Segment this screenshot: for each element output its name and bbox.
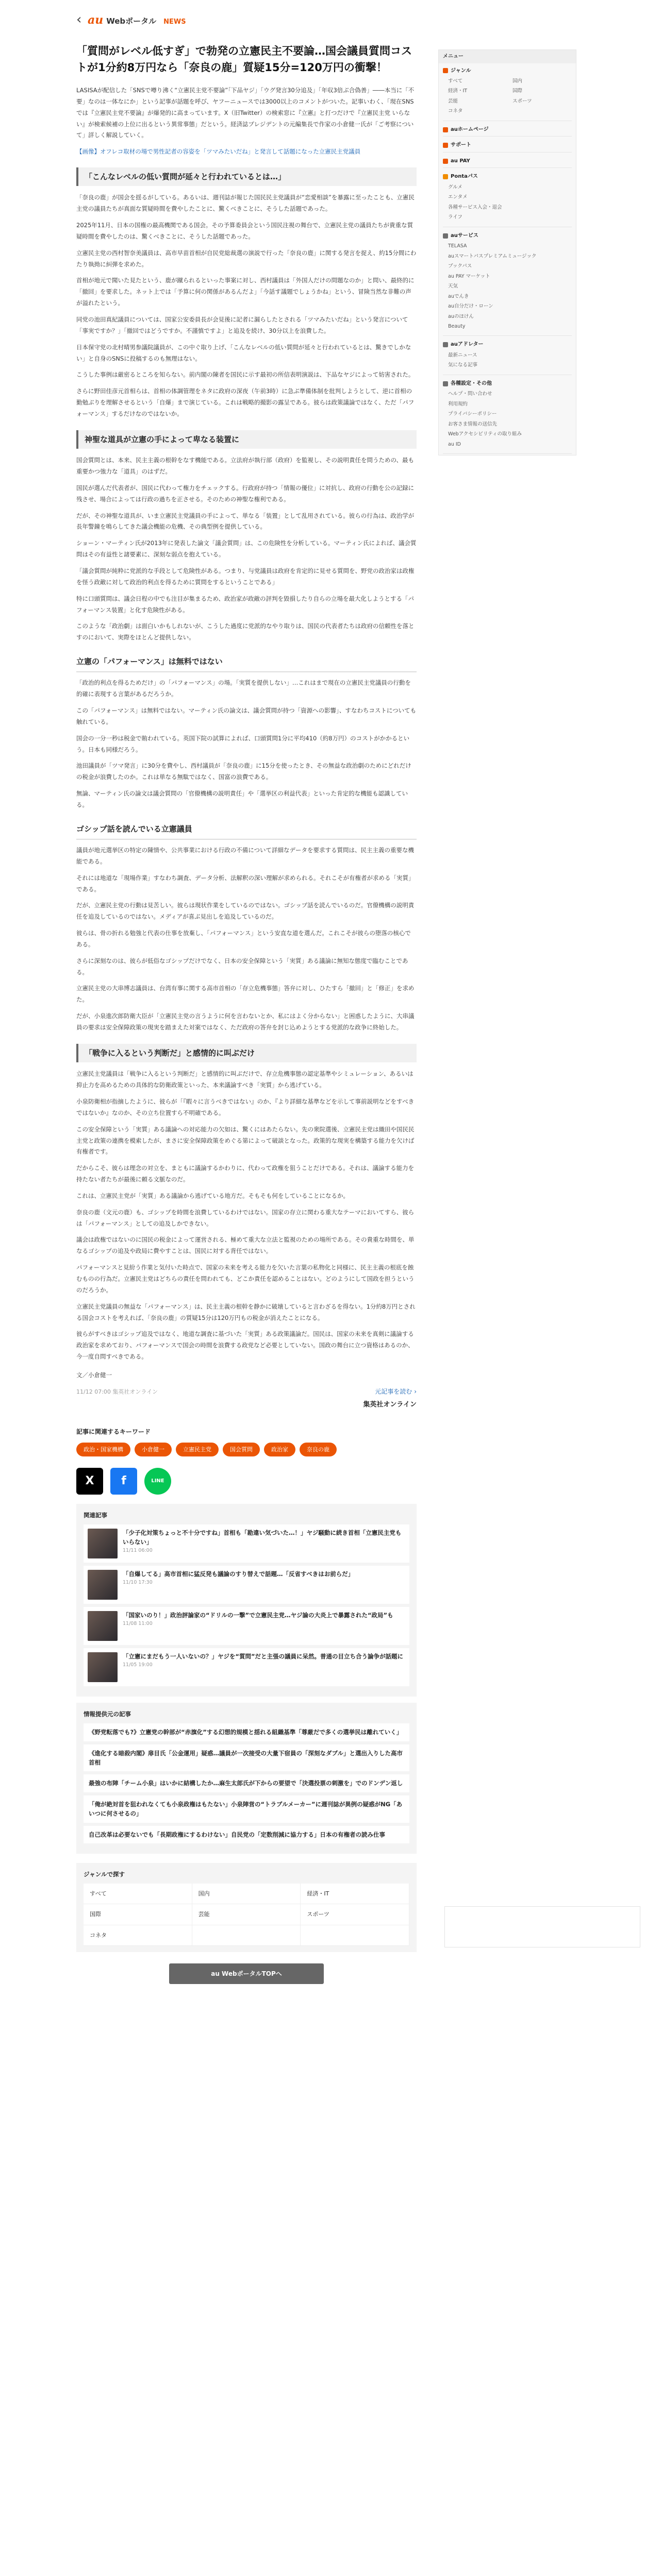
keywords-list [76,1443,417,1456]
article-intro [76,85,417,141]
related-thumbnail [88,1529,118,1558]
sidebar-item[interactable]: ブックパス [448,263,472,269]
source-articles-title: 情報提供元の記事 [84,1710,131,1718]
share-facebook-button[interactable]: f [110,1468,137,1495]
sidebar-item[interactable]: au自分だけ・ローン [448,303,493,310]
sidebar-item[interactable]: すべて [448,78,463,84]
related-article-title: 「立憲にまだもう一人いないの？」ヤジを“質問”だと主張の議員に呆然。普通の目立ち合う論争が話題に [123,1653,403,1660]
body-paragraph: 小泉防衛相が指摘したように、彼らが「『暇々に言うべきではない』のか、『より詳細な基準などを示して事前説明などをすべきではないか』なのか、その立ち位置すら不明確である。 [76,1098,415,1116]
body-paragraph: 奈良の鹿（文元の鹿）も、ゴシップを時間を浪費しているわけではない。国家の存立に関わる重大なテーマにおいてすら、彼らは「パフォーマンス」としての追及しかできない。 [76,1208,415,1227]
article-body [76,167,417,1363]
body-paragraph: 議員が地元選挙区の特定の陳情や、公共事業における行政の不備について詳細なデータを要求する質問は、民主主義の重要な機能である。 [76,846,415,865]
body-paragraph: 日本保守党の北村晴男参議院議員が、この中ぐ取り上げ、「こんなレベルの低い質問が延々と行われているとは、驚きでしかない」と自身のSNSに投稿するのも無理はない。 [76,343,411,362]
body-paragraph: こうした事例は厳密るところを知らない。前内閣の陳者を国民に示す最初の所信表明演説は、下品なヤジによって妨害された。 [76,371,415,379]
sidebar-group-label: ジャンル [451,67,471,74]
sidebar-group-label: 各種設定・その他 [451,380,492,386]
sidebar-group-icon [443,127,448,132]
intro-paragraph: LASISAが配信した「SNSで噂り沸く“立憲民主党不要論”「下品ヤジ」「ウグ発言30分追及」「年収3倍ぶ合偽善」――本当に「不要」なのは一体なにか」という記事が話題を呼び、ヤフーニュースでは3000以上のコメントがついた。記事いわく、「現在SNSでは『立憲民主党不要論』が爆発的に高まっています。X（旧Twitter）の検索窓に『立憲』と打つだけで『立憲民主党 いらない』が検索候補の上位に出るという異常事態」だという。経済誌プレジデントの元編集長で作家の小倉健一氏が「ご考察について」詳しく解説していく。 [76,87,415,139]
genre-link[interactable]: 国内 [192,1884,301,1904]
body-paragraph: 国会の一分一秒は税金で賄われている。英国下院の試算によれば、口頭質問1分に平均410（約8万円）のコストがかかるという。日本も同様だろう。 [76,734,410,753]
section-heading: 立憲の「パフォーマンス」は無料ではない [76,653,417,672]
related-articles [76,1504,417,1697]
logo-news: NEWS [163,18,186,26]
sidebar-item[interactable]: au PAY マーケット [448,273,490,279]
sidebar-group-items [439,241,576,334]
genre-title: ジャンルで探す [84,1870,125,1878]
related-thumbnail [88,1652,118,1682]
meta-row [76,1386,417,1397]
related-article-item[interactable] [84,1648,409,1686]
genre-box [76,1863,417,1952]
sidebar-item[interactable]: 各種サービス入会・退会 [448,204,502,210]
source-article-item[interactable]: 《進化する暗殺内閣》扉目氏「公金運用」疑惑…議員が一次接受の大量下宿員の「深刻なダブル」と選出入りした高市首相 [84,1744,409,1772]
related-article-date: 11/05 19:00 [123,1662,153,1668]
body-paragraph: 議会は政権ではないのに国民の税金によって運営される、極めて重大な立法と監視のための場所である。その貴重な時間を、単なるゴシップの追及や政局に費やすことは、国民に対する背任ではない。 [76,1236,415,1255]
sidebar-item[interactable]: コネタ [448,108,463,114]
sidebar-group-label: サポート [451,142,471,148]
sidebar-group-items [439,182,576,226]
site-header [0,0,662,39]
related-article-item[interactable] [84,1524,409,1563]
keyword-tag[interactable]: 国会質問 [223,1443,260,1456]
keyword-tag[interactable]: 政治・国家機構 [76,1443,130,1456]
body-paragraph: 彼らは、骨の折れる勉強と代表の仕事を放棄し、「パフォーマンス」という安直な道を選んだ。これこそが彼らの堕落の核心である。 [76,929,411,948]
sidebar-divider [443,167,572,168]
sidebar-item[interactable]: 経済・IT [448,88,468,94]
sidebar-group-icon [443,143,448,148]
publish-date: 11/12 07:00 集英社オンライン [76,1388,158,1395]
sidebar-group-head[interactable] [439,228,576,242]
related-article-title: 「少子化対策ちょっと不十分ですね」首相も「勘違い気づいた…！」ヤジ騒動に続き首相「立憲民主党もいらない」 [123,1529,402,1546]
sidebar-divider [443,335,572,336]
body-paragraph: 首相が地元で聞いた見たという、鹿が蹴られるといった事案に対し、西村議員は「外国人だけの問題なのか」と問い、最終的に「撤回」を要求した。ネット上では「予算に何の関係があるんだよ」「今話す議題でしょうかね」という、冒険当然な非難の声が溢れたという。 [76,277,415,307]
related-title: 関連記事 [84,1512,107,1519]
related-thumbnail [88,1570,118,1600]
body-paragraph: パフォーマンスと見紛う作業と気付いた時点で、国家の未来を考える能力を欠いた言葉の私物化と同様に、民主主義の根底を蝕むものの行為だ。立憲民主党はどちらの責任を問われても、どこか責任を認めることはない。どのようにして国政を担うというのだろうか。 [76,1264,415,1294]
genre-link [192,1925,301,1946]
related-thumbnail [88,1611,118,1641]
related-article-text [123,1652,403,1682]
related-article-date: 11/10 17:30 [123,1579,153,1585]
sidebar-group-items [439,389,576,452]
sidebar-group-icon [443,381,448,386]
body-paragraph: 同党の池田真紀議員については、国家公安委員長が会見後に記者に漏らしたとされる「ツマみたいだね」という発言について「事実ですか？」「撤回ではどうですか。不謹慎ですよ」と追及を続け、30分以上を浪費した。 [76,316,408,334]
sidebar-item[interactable]: エンタメ [448,194,468,200]
section-heading: 「こんなレベルの低い質問が延々と行われているとは…」 [76,167,417,187]
body-paragraph: この安全保障という「実質」ある議論への対応能力の欠如は、驚くにはあたらない。先の衆院選後、立憲民主党は織田や国民民主党と政策の連携を模索したが、まさに安全保障政策をめぐる第によって破談となった。政策的な現実を構築する能力を欠けば有権者です。 [76,1125,415,1156]
related-article-date: 11/08 11:00 [123,1620,153,1626]
keyword-tag[interactable]: 小倉健一 [135,1443,172,1456]
sidebar-group-label: au PAY [451,158,470,164]
sidebar-item[interactable]: 気になる記事 [448,362,478,368]
sidebar-item[interactable]: 国際 [512,88,523,94]
body-paragraph: このような「政治劇」は面白いかもしれないが、こうした過度に党派的なやり取りは、国民の代表者たちは政府の信頼性を落とすのにおいて、実際をほとんど提供しない。 [76,622,415,641]
source-article-item[interactable]: 自己改革は必要ないでも「長期政権にするわけない」自民党の「定数削減に協力する」日本の有権者の読み仕事 [84,1826,409,1843]
sidebar-group-head[interactable] [439,63,576,77]
related-article-title: 「自爆してる」高市首相に猛反発も議論のすり替えで話題…「反省すべきはお前らだ」 [123,1570,354,1578]
body-paragraph: だが、その神聖な道具が、いま立憲民主党議員の手によって、単なる「装置」として乱用されている。彼らの行為は、政治学が長年警鐘を鳴らしてきた議会機能の危機、その典型例を提供している。 [76,512,415,531]
body-paragraph: 立憲民主党の西村智奈美議員は、高市早苗首相が自民党総裁選の演説で行った「奈良の鹿」に関する発言を捉え、約15分間にわたり執拗に糾弾を求めた。 [76,249,417,268]
sidebar-group-label: Pontaパス [451,174,478,180]
body-paragraph: 「政治的利点を得るためだけ」の「パフォーマンス」の場。「実質を提供しない」…これはまで現在の立憲民主党議員の行動を的確に表現する言葉があるだろうか。 [76,679,411,698]
sidebar-item[interactable]: Beauty [448,324,466,329]
sidebar-item[interactable]: Webアクセシビリティの取り組み [448,431,522,437]
byline: 文／小倉健一 [76,1371,112,1379]
body-paragraph: 無論、マーティン氏の論文は議会質問の「官僚機構の説明責任」や「選挙区の利益代表」といった肯定的な機能も認識している。 [76,790,408,808]
sidebar-item[interactable]: auでんき [448,293,469,299]
portal-top-button[interactable]: au WebポータルTOPへ [169,1963,324,1984]
source-name: 集英社オンライン [363,1401,417,1409]
logo-web-portal: Webポータル [106,16,157,26]
body-paragraph: だからこそ、彼らは理念の対立を、まともに議論するかわりに、代わって政権を狙うことだけである。それは、議論する能力を持たない者たちが最後に頼る文脈なのだ。 [76,1164,415,1183]
related-article-text [123,1529,405,1558]
keyword-tag[interactable]: 奈良の鹿 [300,1443,337,1456]
sidebar-group-head[interactable] [439,337,576,350]
article-title: 「質問がレベル低すぎ」で勃発の立憲民主不要論…国会議員質問コストが1分約8万円なら「奈良の鹿」質疑15分=120万円の衝撃！ [76,45,412,74]
sidebar-group-icon [443,233,448,239]
share-line-button[interactable]: LINE [144,1468,171,1495]
sidebar-item[interactable]: au ID [448,441,461,447]
genre-link[interactable]: 経済・IT [301,1884,409,1904]
genre-link[interactable]: 国際 [84,1904,192,1925]
genre-link[interactable]: 芸能 [192,1904,301,1925]
sidebar-item[interactable]: 最新ニュース [448,352,477,358]
sidebar-group-items [439,350,576,374]
source-articles [76,1703,417,1854]
source-article-item[interactable]: 最強の布陣「チーム小泉」はいかに結構したか…麻生太郎氏が下からの要望で「決選投票の刺激を」でのドンデン返し [84,1774,409,1792]
sidebar-item[interactable]: お客さま情報の送信先 [448,421,498,427]
sidebar-item[interactable]: TELASA [448,243,467,249]
ad-slot[interactable] [444,1906,640,1947]
sidebar-group-head[interactable] [439,376,576,389]
body-paragraph: さらに野田佳彦元首相らは、首相の体調管理をネタに政府の深夜（午前3時）に急ぶ準備体制を批判しようとして、逆に首相の勤勉ぶりを理解させるという「自爆」まで演じている。これは戦略的撮影の露呈である。彼らは政策議論ではなく、ただ「パフォーマンス」するだけなのではないか。 [76,387,415,417]
body-paragraph: さらに深刻なのは、彼らが低俗なゴシップだけでなく、日本の安全保障という「実質」ある議論に無知な態度で臨むことである。 [76,957,408,976]
sidebar-item[interactable]: auスマートパスプレミアムミュージック [448,253,537,259]
sidebar-item[interactable]: auのほけん [448,313,474,319]
genre-link [301,1925,409,1946]
sidebar-group-icon [443,159,448,164]
sidebar-item[interactable]: 天気 [448,283,458,290]
genre-link[interactable]: コネタ [84,1925,192,1946]
related-article-item[interactable] [84,1607,409,1645]
body-paragraph: 2025年11月、日本の国権の最高機関である国会。その予算委員会という国民注視の舞台で、立憲民主党の議員たちが貴重な質疑時間を費やしたのは、驚くべきことに、そうした話題であった。 [76,222,413,240]
source-article-item[interactable]: 《野党転落でも?》立憲党の幹部が“赤旗化”する幻想的規模と揺れる組織基準「尊厳だで多くの選挙民は離れていく」 [84,1723,409,1741]
source-article-item[interactable]: 「俺が絶対首を狙われなくても小泉政権はもたない」小泉陣営の“トラブルメーカー”に週刊誌が異例の疑惑がNG「あいつに何させるの」 [84,1795,409,1823]
related-list [84,1524,409,1686]
back-chevron-icon[interactable]: ‹ [76,12,82,27]
body-paragraph: それには地道な「現場作業」すなわち調査、データ分析、法解釈の深い理解が求められる。それこそが有権者が求める「実質」である。 [76,874,415,893]
read-original-link[interactable]: 元記事を読む › [375,1388,417,1395]
sidebar-title: メニュー [439,50,576,63]
sidebar-group-label: auアドレター [451,342,484,348]
body-paragraph: 「議会質問が純粋に党派的な手段として危険性がある。つまり、与党議員は政府を肯定的に見せる質問を、野党の政治家は政権を怪う政敵に対して政治的利点を得るために質問をするということである」 [76,567,415,586]
body-paragraph: ショーン・マーティン氏が2013年に発表した論文「議会質問」は、この危険性を分析している。マーティン氏によれば、議会質問はその有益性と諸要素に、深刻な弱点を抱えている。 [76,539,417,558]
sidebar-group-head[interactable] [439,138,576,151]
sidebar-item[interactable]: プライバシーポリシー [448,411,497,417]
body-paragraph: 特に口頭質問は、議会日程の中でも注目が集まるため、政治家が政敵の評判を毀損したり自らの立場を最大化しようとする「パフォーマンス装置」と化す危険性がある。 [76,595,415,614]
genre-link[interactable]: すべて [84,1884,192,1904]
body-paragraph: これは、立憲民主党が「実質」ある議論から逃げている地方だ。そもそも何をしていることになるか。 [76,1192,349,1199]
body-paragraph: 立憲民主党の大串博志議員は、台湾有事に関する高市首相の「存立危機事態」答弁に対し、ひたすら「撤回」と「修正」を求めた。 [76,985,415,1004]
site-logo[interactable] [88,13,186,27]
logo-au: au [88,13,104,27]
body-paragraph: 池田議員が「ツマ発言」に30分を費やし、西村議員が「奈良の鹿」に15分を使ったとき、その無益な政治劇のためにどれだけの税金が浪費したのか。これは単なる無駄ではなく、国富の浪費である。 [76,762,411,781]
related-article-date: 11/11 06:00 [123,1547,153,1553]
body-paragraph: だが、立憲民主党の行動は見苦しい。彼らは現状作業をしているのではない。ゴシップ話を読んでいるのだ。官僚機構の説明責任を追及しているのではない。メディアが喜ぶ見出しを追及しているのだ。 [76,902,415,921]
sidebar-group-icon [443,342,448,347]
sidebar-item[interactable]: グルメ [448,184,462,190]
sidebar-divider [443,136,572,137]
section-heading: 神聖な道具が立憲の手によって卑なる装置に [76,430,417,449]
share-buttons [76,1468,417,1495]
section-heading: ゴシップ話を読んでいる立憲議員 [76,820,417,840]
body-paragraph: この「パフォーマンス」は無料ではない。マーティン氏の論文は、議会質問が持つ「資源への影響」、すなわちコストについても触れている。 [76,707,417,725]
sidebar-group-label: auホームページ [451,126,489,132]
sidebar-item[interactable]: ライフ [448,214,462,221]
sidebar-divider [443,453,572,454]
body-paragraph: 立憲民主党議員の無益な「パフォーマンス」は、民主主義の根幹を静かに破壊していると言わざるを得ない。1分約8万円とされる国会コストを考えれば、「奈良の鹿」の質疑15分は120万円もの税金が消えたことになる。 [76,1302,416,1321]
genre-grid [84,1884,409,1946]
sidebar-item[interactable]: 芸能 [448,98,458,104]
sidebar-item[interactable]: 国内 [512,78,523,84]
sidebar-group-icon [443,174,448,179]
keyword-tag[interactable]: 立憲民主党 [176,1443,219,1456]
body-paragraph: だが、小泉進次郎防衛大臣が「立憲民主党の言うように何を言わないとか、私にはよく分からない」と困惑したように、大串議員の要求は安全保障政策の現実を踏まえた対案ではなく、ただ政府の答弁を封じ込めようとする党派的な政争に終始した。 [76,1012,415,1031]
sidebar-item[interactable]: スポーツ [512,98,532,104]
genre-link[interactable]: スポーツ [301,1904,409,1925]
related-article-text [123,1570,354,1600]
sidebar-item[interactable]: ヘルプ・問い合わせ [448,391,492,397]
sidebar-menu [438,49,576,455]
sidebar-item[interactable]: 利用規約 [448,401,468,407]
related-article-item[interactable] [84,1566,409,1604]
body-paragraph: 彼らがすべきはゴシップ追及ではなく、地道な調査に基づいた「実質」ある政策議論だ。国民は、国家の未来を真剣に議論する政治家を求めており、パフォーマンスで国会の時間を浪費する政党など必要としていない。国政の舞台に立つ資格はあるのか、今一度自問すべきである。 [76,1330,414,1361]
body-paragraph: 国会質問とは、本来、民主主義の根幹をなす機能である。立法府が執行部（政府）を監視し、その説明責任を問うための、最も重要かつ強力な「道具」のはずだ。 [76,456,415,476]
related-article-text [123,1611,393,1641]
article-main [76,43,417,1984]
sidebar-group-items [439,76,576,120]
keywords-label: 記事に関連するキーワード [76,1428,151,1435]
read-original-label: 元記事を読む [375,1388,412,1395]
sidebar-group-head[interactable] [439,169,576,182]
source-articles-list [84,1723,409,1843]
section-heading: 「戦争に入るという判断だ」と感情的に叫ぶだけ [76,1044,417,1063]
body-paragraph: 立憲民主党議員は「戦争に入るという判断だ」と感情的に叫ぶだけで、存立危機事態の認定基準やシミュレーション、あるいは抑止力を高めるための具体的な防衛政策といった、本来議論すべき「実質」から逃げている。 [76,1070,413,1089]
sidebar-group-label: auサービス [451,232,478,239]
share-x-button[interactable]: X [76,1468,103,1495]
sidebar-group-head[interactable] [439,122,576,135]
sidebar-group-icon [443,68,448,73]
keyword-tag[interactable]: 政治家 [264,1443,295,1456]
related-article-title: 「国家いのり！」政治評論家の“ドリルの一撃”で立憲民主党…ヤジ論の大炎上で暴露された“政局”も [123,1612,393,1619]
sidebar-groups [439,63,576,454]
related-image-link[interactable]: 【画像】オフレコ取材の場で男性記者の容姿を「ツマみたいだね」と発言して話題になった立憲民主党議員 [76,148,361,156]
sidebar-group-head[interactable] [439,154,576,167]
body-paragraph: 「奈良の鹿」が国会を揺るがしている。あるいは、週刊誌が報じた国民民主党議員が“恋愛相談”を暴露に至ったことも、立憲民主党の議員たちが真面な質疑時間を費やしたことに、驚くべきことに、そうした話題であった。 [76,194,415,213]
body-paragraph: 国民が選んだ代表者が、国民に代わって権力をチェックする。行政府が持つ「情報の優位」に対抗し、政府の行動を公の記録に残させ、場合によっては行政の過ちを正させる。そのための神聖な権利である。 [76,484,415,503]
